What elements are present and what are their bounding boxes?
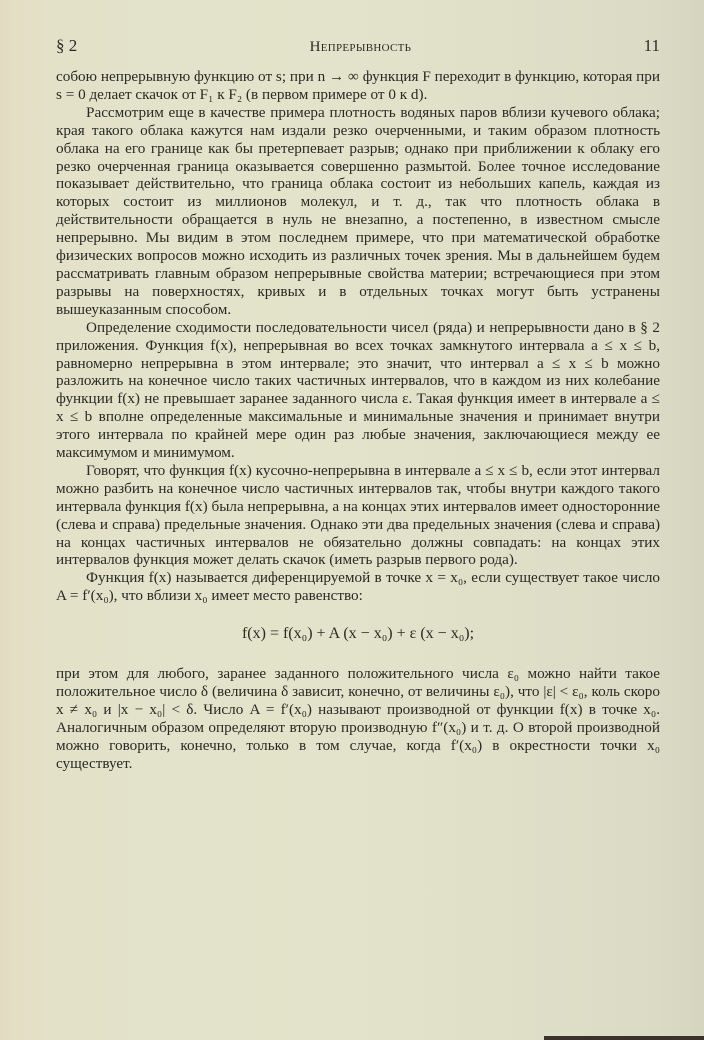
paragraph-5: Функция f(x) называется диференцируемой в точке x = x₀, если существует такое число A = f′(x₀), что вблизи x₀ имеет место равенство:: [56, 569, 660, 605]
paragraph-6: при этом для любого, заранее заданного положительного числа ε₀ можно найти такое положительное число δ (величина δ зависит, конечно, от величины ε₀), что |ε| < ε₀, коль скоро x ≠ x₀ и |x − x₀| < δ. Число A = f′(x₀) называют производной от функции f(x) в точке x₀. Аналогичным образом определяют вторую производную f″(x₀) и т. д. О второй производной можно говорить, конечно, только в том случае, когда f′(x₀) в окрестности точки x₀ существует.: [56, 665, 660, 772]
running-head: [56, 36, 660, 62]
chapter-title: Непрерывность: [309, 39, 412, 55]
paragraph-1: собою непрерывную функцию от s; при n → ∞ функция F переходит в функцию, которая при s = 0 делает скачок от F₁ к F₂ (в первом примере от 0 к d).: [56, 68, 660, 103]
paragraph-4: Говорят, что функция f(x) кусочно-непрерывна в интервале a ≤ x ≤ b, если этот интервал можно разбить на конечное число частичных интервалов так, чтобы внутри каждого такого интервала функция f(x) была непрерывна, а на концах этих интервалов имеет односторонние (слева и справа) предельные значения. Однако эти два предельных значения (слева и справа) на концах частичных интервалов не обязательно должны совпадать: на концах этих интервалов функция может делать скачок (иметь разрыв первого рода).: [56, 461, 660, 569]
display-formula: f(x) = f(x₀) + A (x − x₀) + ε (x − x₀);: [241, 625, 475, 643]
body-text: [56, 68, 660, 773]
paragraph-3: Определение сходимости последовательности чисел (ряда) и непрерывности дано в § 2 приложения. Функция f(x), непрерывная во всех точках замкнутого интервала a ≤ x ≤ b, равномерно непрерывна в этом интервале; это значит, что интервал a ≤ x ≤ b можно разложить на конечное число таких частичных интервалов, что в каждом из них колебание функции f(x) не превышает заранее заданного числа ε. Такая функция имеет в интервале a ≤ x ≤ b вполне определенные максимальные и минимальные значения и принимает внутри этого интервала по крайней мере один раз любые значения, заключающиеся между ее максимумом и минимумом.: [56, 318, 660, 462]
section-number: § 2: [56, 36, 78, 55]
page-edge-shadow: [544, 1036, 704, 1040]
book-page: [56, 36, 660, 773]
page-number: 11: [643, 36, 660, 55]
paragraph-2: Рассмотрим еще в качестве примера плотность водяных паров вблизи кучевого облака; края такого облака кажутся нам издали резко очерченными, и таким образом плотность облака на его границе как бы претерпевает разрыв; однако при приближении к облаку его резко очерченная граница оказывается совершенно размытой. Более точное исследование показывает действительно, что граница облака состоит из небольших капель, каждая из которых состоит из миллионов молекул, и т. д., так что плотность облака в действительности обращается в нуль не внезапно, а постепенно, в известном смысле непрерывно. Мы видим в этом последнем примере, что при математической обработке физических вопросов можно исходить из различных точек зрения. Мы в дальнейшем будем рассматривать главным образом непрерывные свойства материи; встречающиеся при этом разрывы на поверхностях, кривых и в отдельных точках могут быть устранены вышеуказанным способом.: [56, 103, 660, 318]
